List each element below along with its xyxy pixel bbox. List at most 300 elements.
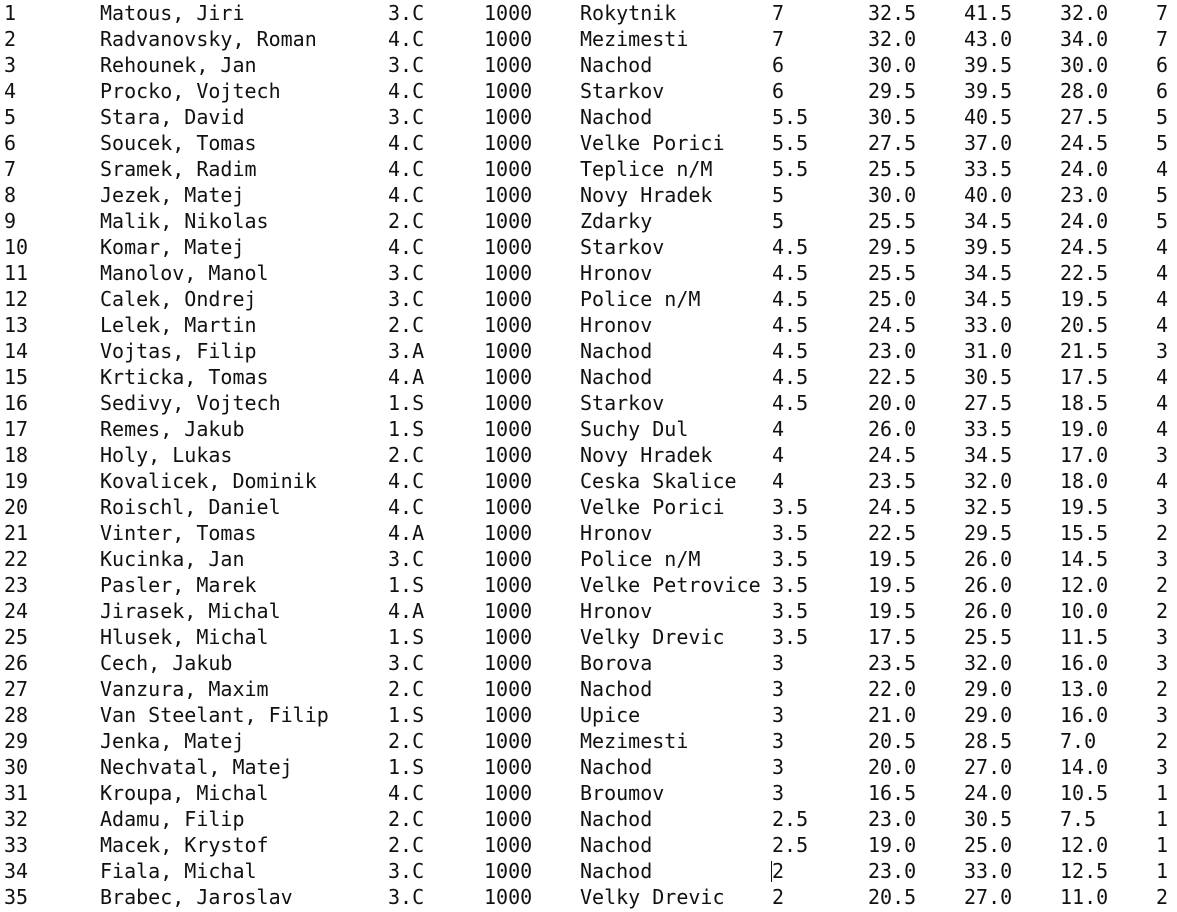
tiebreak-3-cell: 13.0 — [1060, 677, 1109, 701]
class-cell: 4.C — [388, 131, 425, 155]
tiebreak-2-cell: 34.5 — [964, 261, 1013, 285]
tiebreak-3-cell: 24.0 — [1060, 209, 1109, 233]
class-cell: 4.C — [388, 781, 425, 805]
club-cell: Nachod — [580, 859, 653, 883]
tiebreak-3-cell: 28.0 — [1060, 79, 1109, 103]
rating-cell: 1000 — [484, 833, 533, 857]
club-cell: Police n/M — [580, 547, 701, 571]
tiebreak-1-cell: 16.5 — [868, 781, 917, 805]
class-cell: 4.A — [388, 521, 425, 545]
tiebreak-1-cell: 27.5 — [868, 131, 917, 155]
tiebreak-2-cell: 34.5 — [964, 209, 1013, 233]
wins-cell: 3 — [1156, 651, 1169, 675]
tiebreak-1-cell: 23.5 — [868, 469, 917, 493]
points-cell: 5 — [772, 183, 785, 207]
wins-cell: 4 — [1156, 417, 1169, 441]
points-cell: 3.5 — [772, 547, 809, 571]
class-cell: 1.S — [388, 417, 425, 441]
tiebreak-3-cell: 11.0 — [1060, 885, 1109, 909]
club-cell: Broumov — [580, 781, 665, 805]
rating-cell: 1000 — [484, 781, 533, 805]
points-cell: 2.5 — [772, 807, 809, 831]
rank-cell: 4 — [4, 79, 17, 103]
wins-cell: 4 — [1156, 313, 1169, 337]
rating-cell: 1000 — [484, 79, 533, 103]
wins-cell: 4 — [1156, 391, 1169, 415]
rank-cell: 27 — [4, 677, 29, 701]
tiebreak-3-cell: 11.5 — [1060, 625, 1109, 649]
player-name-cell: Rehounek, Jan — [100, 53, 257, 77]
rank-cell: 19 — [4, 469, 29, 493]
club-cell: Police n/M — [580, 287, 701, 311]
rank-cell: 34 — [4, 859, 29, 883]
class-cell: 3.C — [388, 53, 425, 77]
wins-cell: 5 — [1156, 105, 1169, 129]
points-cell: 6 — [772, 79, 785, 103]
rating-cell: 1000 — [484, 391, 533, 415]
tiebreak-3-cell: 23.0 — [1060, 183, 1109, 207]
club-cell: Velke Porici — [580, 495, 725, 519]
club-cell: Velke Petrovice — [580, 573, 761, 597]
table-row — [0, 416, 1177, 442]
rating-cell: 1000 — [484, 443, 533, 467]
points-cell: 3 — [772, 677, 785, 701]
rating-cell: 1000 — [484, 131, 533, 155]
points-cell: 4.5 — [772, 391, 809, 415]
rank-cell: 13 — [4, 313, 29, 337]
player-name-cell: Van Steelant, Filip — [100, 703, 329, 727]
rank-cell: 9 — [4, 209, 17, 233]
club-cell: Hronov — [580, 261, 653, 285]
points-cell: 4.5 — [772, 287, 809, 311]
tiebreak-2-cell: 25.0 — [964, 833, 1013, 857]
tiebreak-2-cell: 41.5 — [964, 1, 1013, 25]
tiebreak-3-cell: 20.5 — [1060, 313, 1109, 337]
class-cell: 3.C — [388, 287, 425, 311]
rating-cell: 1000 — [484, 157, 533, 181]
tiebreak-1-cell: 25.0 — [868, 287, 917, 311]
rating-cell: 1000 — [484, 573, 533, 597]
rank-cell: 12 — [4, 287, 29, 311]
wins-cell: 1 — [1156, 833, 1169, 857]
table-row — [0, 702, 1177, 728]
tiebreak-1-cell: 20.5 — [868, 885, 917, 909]
rating-cell: 1000 — [484, 755, 533, 779]
tiebreak-1-cell: 29.5 — [868, 79, 917, 103]
tiebreak-1-cell: 25.5 — [868, 157, 917, 181]
class-cell: 4.A — [388, 599, 425, 623]
player-name-cell: Jezek, Matej — [100, 183, 245, 207]
rating-cell: 1000 — [484, 729, 533, 753]
club-cell: Nachod — [580, 365, 653, 389]
tiebreak-3-cell: 32.0 — [1060, 1, 1109, 25]
player-name-cell: Kovalicek, Dominik — [100, 469, 317, 493]
player-name-cell: Jenka, Matej — [100, 729, 245, 753]
tiebreak-1-cell: 21.0 — [868, 703, 917, 727]
points-cell: 2.5 — [772, 833, 809, 857]
tiebreak-1-cell: 19.5 — [868, 573, 917, 597]
tiebreak-3-cell: 34.0 — [1060, 27, 1109, 51]
rank-cell: 29 — [4, 729, 29, 753]
rank-cell: 2 — [4, 27, 17, 51]
tiebreak-2-cell: 33.0 — [964, 859, 1013, 883]
class-cell: 1.S — [388, 391, 425, 415]
table-row — [0, 286, 1177, 312]
class-cell: 2.C — [388, 677, 425, 701]
class-cell: 2.C — [388, 313, 425, 337]
wins-cell: 4 — [1156, 469, 1169, 493]
rating-cell: 1000 — [484, 183, 533, 207]
player-name-cell: Procko, Vojtech — [100, 79, 281, 103]
table-row — [0, 754, 1177, 780]
rating-cell: 1000 — [484, 495, 533, 519]
class-cell: 4.C — [388, 157, 425, 181]
rating-cell: 1000 — [484, 521, 533, 545]
rank-cell: 20 — [4, 495, 29, 519]
rating-cell: 1000 — [484, 339, 533, 363]
player-name-cell: Komar, Matej — [100, 235, 245, 259]
table-row — [0, 26, 1177, 52]
wins-cell: 4 — [1156, 235, 1169, 259]
tiebreak-3-cell: 16.0 — [1060, 703, 1109, 727]
class-cell: 3.C — [388, 885, 425, 909]
tiebreak-1-cell: 17.5 — [868, 625, 917, 649]
points-cell: 2 — [772, 885, 785, 909]
wins-cell: 1 — [1156, 859, 1169, 883]
tiebreak-2-cell: 40.0 — [964, 183, 1013, 207]
rating-cell: 1000 — [484, 417, 533, 441]
tiebreak-2-cell: 26.0 — [964, 573, 1013, 597]
wins-cell: 6 — [1156, 53, 1169, 77]
class-cell: 4.C — [388, 495, 425, 519]
class-cell: 1.S — [388, 755, 425, 779]
tiebreak-2-cell: 24.0 — [964, 781, 1013, 805]
table-row — [0, 520, 1177, 546]
club-cell: Starkov — [580, 235, 665, 259]
table-row — [0, 182, 1177, 208]
table-row — [0, 312, 1177, 338]
rating-cell: 1000 — [484, 469, 533, 493]
class-cell: 3.A — [388, 339, 425, 363]
club-cell: Nachod — [580, 833, 653, 857]
tiebreak-1-cell: 20.0 — [868, 391, 917, 415]
club-cell: Velky Drevic — [580, 885, 725, 909]
club-cell: Novy Hradek — [580, 443, 713, 467]
wins-cell: 5 — [1156, 131, 1169, 155]
table-row — [0, 468, 1177, 494]
rank-cell: 22 — [4, 547, 29, 571]
tiebreak-1-cell: 23.0 — [868, 339, 917, 363]
rank-cell: 1 — [4, 1, 17, 25]
player-name-cell: Sramek, Radim — [100, 157, 257, 181]
tiebreak-2-cell: 29.0 — [964, 677, 1013, 701]
rank-cell: 30 — [4, 755, 29, 779]
class-cell: 2.C — [388, 209, 425, 233]
rank-cell: 14 — [4, 339, 29, 363]
club-cell: Velke Porici — [580, 131, 725, 155]
player-name-cell: Cech, Jakub — [100, 651, 233, 675]
points-cell: 4 — [772, 443, 785, 467]
class-cell: 3.C — [388, 859, 425, 883]
points-cell: 3.5 — [772, 521, 809, 545]
tiebreak-1-cell: 30.5 — [868, 105, 917, 129]
tiebreak-1-cell: 30.0 — [868, 53, 917, 77]
class-cell: 1.S — [388, 703, 425, 727]
club-cell: Nachod — [580, 53, 653, 77]
tiebreak-2-cell: 25.5 — [964, 625, 1013, 649]
rank-cell: 28 — [4, 703, 29, 727]
tiebreak-3-cell: 24.0 — [1060, 157, 1109, 181]
wins-cell: 2 — [1156, 573, 1169, 597]
tiebreak-1-cell: 22.0 — [868, 677, 917, 701]
points-cell: 5.5 — [772, 105, 809, 129]
table-row — [0, 884, 1177, 910]
club-cell: Borova — [580, 651, 653, 675]
rank-cell: 32 — [4, 807, 29, 831]
tiebreak-1-cell: 24.5 — [868, 443, 917, 467]
wins-cell: 5 — [1156, 209, 1169, 233]
tiebreak-1-cell: 22.5 — [868, 521, 917, 545]
player-name-cell: Vojtas, Filip — [100, 339, 257, 363]
points-cell: 5 — [772, 209, 785, 233]
tiebreak-3-cell: 12.0 — [1060, 573, 1109, 597]
rating-cell: 1000 — [484, 27, 533, 51]
rank-cell: 3 — [4, 53, 17, 77]
club-cell: Nachod — [580, 807, 653, 831]
player-name-cell: Kucinka, Jan — [100, 547, 245, 571]
tiebreak-3-cell: 18.5 — [1060, 391, 1109, 415]
rank-cell: 17 — [4, 417, 29, 441]
tiebreak-3-cell: 19.5 — [1060, 495, 1109, 519]
tiebreak-1-cell: 24.5 — [868, 495, 917, 519]
tiebreak-3-cell: 19.5 — [1060, 287, 1109, 311]
tiebreak-1-cell: 25.5 — [868, 209, 917, 233]
class-cell: 2.C — [388, 729, 425, 753]
rating-cell: 1000 — [484, 235, 533, 259]
wins-cell: 2 — [1156, 677, 1169, 701]
rating-cell: 1000 — [484, 703, 533, 727]
tiebreak-1-cell: 30.0 — [868, 183, 917, 207]
tiebreak-3-cell: 27.5 — [1060, 105, 1109, 129]
table-row — [0, 728, 1177, 754]
class-cell: 4.C — [388, 79, 425, 103]
player-name-cell: Lelek, Martin — [100, 313, 257, 337]
points-cell: 3 — [772, 755, 785, 779]
tiebreak-3-cell: 14.0 — [1060, 755, 1109, 779]
class-cell: 4.C — [388, 469, 425, 493]
tiebreak-2-cell: 34.5 — [964, 443, 1013, 467]
rank-cell: 23 — [4, 573, 29, 597]
tiebreak-3-cell: 24.5 — [1060, 131, 1109, 155]
rating-cell: 1000 — [484, 859, 533, 883]
tiebreak-3-cell: 17.5 — [1060, 365, 1109, 389]
table-row — [0, 546, 1177, 572]
wins-cell: 5 — [1156, 183, 1169, 207]
player-name-cell: Pasler, Marek — [100, 573, 257, 597]
class-cell: 1.S — [388, 625, 425, 649]
class-cell: 3.C — [388, 261, 425, 285]
tiebreak-2-cell: 28.5 — [964, 729, 1013, 753]
tiebreak-3-cell: 16.0 — [1060, 651, 1109, 675]
rating-cell: 1000 — [484, 625, 533, 649]
points-cell: 4 — [772, 469, 785, 493]
club-cell: Mezimesti — [580, 729, 689, 753]
points-cell: 4.5 — [772, 235, 809, 259]
table-row — [0, 104, 1177, 130]
tiebreak-3-cell: 10.0 — [1060, 599, 1109, 623]
tiebreak-3-cell: 10.5 — [1060, 781, 1109, 805]
club-cell: Teplice n/M — [580, 157, 713, 181]
club-cell: Upice — [580, 703, 641, 727]
tiebreak-2-cell: 34.5 — [964, 287, 1013, 311]
rank-cell: 24 — [4, 599, 29, 623]
class-cell: 4.C — [388, 183, 425, 207]
points-cell: 2 — [772, 859, 785, 883]
player-name-cell: Vanzura, Maxim — [100, 677, 269, 701]
table-row — [0, 208, 1177, 234]
text-cursor — [771, 861, 772, 882]
table-row — [0, 858, 1177, 884]
rating-cell: 1000 — [484, 209, 533, 233]
player-name-cell: Matous, Jiri — [100, 1, 245, 25]
club-cell: Starkov — [580, 391, 665, 415]
rating-cell: 1000 — [484, 807, 533, 831]
table-row — [0, 234, 1177, 260]
tiebreak-3-cell: 19.0 — [1060, 417, 1109, 441]
club-cell: Starkov — [580, 79, 665, 103]
points-cell: 5.5 — [772, 157, 809, 181]
points-cell: 3 — [772, 729, 785, 753]
tiebreak-3-cell: 22.5 — [1060, 261, 1109, 285]
table-row — [0, 676, 1177, 702]
tiebreak-1-cell: 32.0 — [868, 27, 917, 51]
rank-cell: 18 — [4, 443, 29, 467]
tiebreak-2-cell: 33.5 — [964, 417, 1013, 441]
club-cell: Hronov — [580, 521, 653, 545]
player-name-cell: Adamu, Filip — [100, 807, 245, 831]
wins-cell: 3 — [1156, 755, 1169, 779]
player-name-cell: Calek, Ondrej — [100, 287, 257, 311]
class-cell: 4.A — [388, 365, 425, 389]
club-cell: Suchy Dul — [580, 417, 689, 441]
tiebreak-2-cell: 31.0 — [964, 339, 1013, 363]
table-row — [0, 598, 1177, 624]
rating-cell: 1000 — [484, 313, 533, 337]
points-cell: 4.5 — [772, 261, 809, 285]
points-cell: 4.5 — [772, 339, 809, 363]
table-row — [0, 260, 1177, 286]
table-row — [0, 338, 1177, 364]
tiebreak-3-cell: 18.0 — [1060, 469, 1109, 493]
rating-cell: 1000 — [484, 1, 533, 25]
tiebreak-2-cell: 27.0 — [964, 755, 1013, 779]
player-name-cell: Nechvatal, Matej — [100, 755, 293, 779]
tiebreak-1-cell: 22.5 — [868, 365, 917, 389]
club-cell: Rokytnik — [580, 1, 677, 25]
table-row — [0, 442, 1177, 468]
tiebreak-3-cell: 21.5 — [1060, 339, 1109, 363]
wins-cell: 4 — [1156, 157, 1169, 181]
rating-cell: 1000 — [484, 599, 533, 623]
tiebreak-2-cell: 32.0 — [964, 651, 1013, 675]
player-name-cell: Soucek, Tomas — [100, 131, 257, 155]
rating-cell: 1000 — [484, 677, 533, 701]
player-name-cell: Hlusek, Michal — [100, 625, 269, 649]
player-name-cell: Malik, Nikolas — [100, 209, 269, 233]
tiebreak-1-cell: 20.5 — [868, 729, 917, 753]
tiebreak-3-cell: 12.0 — [1060, 833, 1109, 857]
wins-cell: 7 — [1156, 1, 1169, 25]
points-cell: 3 — [772, 781, 785, 805]
tiebreak-1-cell: 23.0 — [868, 807, 917, 831]
tiebreak-2-cell: 43.0 — [964, 27, 1013, 51]
club-cell: Nachod — [580, 339, 653, 363]
wins-cell: 3 — [1156, 495, 1169, 519]
rank-cell: 6 — [4, 131, 17, 155]
tiebreak-2-cell: 26.0 — [964, 599, 1013, 623]
points-cell: 3.5 — [772, 495, 809, 519]
wins-cell: 4 — [1156, 365, 1169, 389]
tiebreak-2-cell: 33.0 — [964, 313, 1013, 337]
table-row — [0, 780, 1177, 806]
tiebreak-1-cell: 19.5 — [868, 599, 917, 623]
tiebreak-1-cell: 24.5 — [868, 313, 917, 337]
points-cell: 3.5 — [772, 625, 809, 649]
player-name-cell: Stara, David — [100, 105, 245, 129]
tiebreak-1-cell: 29.5 — [868, 235, 917, 259]
table-row — [0, 390, 1177, 416]
tiebreak-3-cell: 7.0 — [1060, 729, 1097, 753]
table-row — [0, 806, 1177, 832]
table-row — [0, 572, 1177, 598]
tiebreak-1-cell: 26.0 — [868, 417, 917, 441]
points-cell: 4 — [772, 417, 785, 441]
rank-cell: 11 — [4, 261, 29, 285]
player-name-cell: Radvanovsky, Roman — [100, 27, 317, 51]
tiebreak-2-cell: 32.5 — [964, 495, 1013, 519]
class-cell: 4.C — [388, 235, 425, 259]
rank-cell: 35 — [4, 885, 29, 909]
wins-cell: 2 — [1156, 521, 1169, 545]
player-name-cell: Vinter, Tomas — [100, 521, 257, 545]
wins-cell: 2 — [1156, 729, 1169, 753]
club-cell: Novy Hradek — [580, 183, 713, 207]
club-cell: Zdarky — [580, 209, 653, 233]
tiebreak-3-cell: 14.5 — [1060, 547, 1109, 571]
wins-cell: 2 — [1156, 599, 1169, 623]
table-row — [0, 52, 1177, 78]
tiebreak-2-cell: 30.5 — [964, 365, 1013, 389]
wins-cell: 4 — [1156, 287, 1169, 311]
tiebreak-1-cell: 23.0 — [868, 859, 917, 883]
points-cell: 7 — [772, 27, 785, 51]
player-name-cell: Brabec, Jaroslav — [100, 885, 293, 909]
tiebreak-3-cell: 30.0 — [1060, 53, 1109, 77]
table-row — [0, 130, 1177, 156]
rank-cell: 5 — [4, 105, 17, 129]
tiebreak-3-cell: 15.5 — [1060, 521, 1109, 545]
tiebreak-1-cell: 32.5 — [868, 1, 917, 25]
class-cell: 2.C — [388, 807, 425, 831]
rank-cell: 33 — [4, 833, 29, 857]
rank-cell: 21 — [4, 521, 29, 545]
wins-cell: 4 — [1156, 261, 1169, 285]
rank-cell: 31 — [4, 781, 29, 805]
tiebreak-3-cell: 7.5 — [1060, 807, 1097, 831]
player-name-cell: Roischl, Daniel — [100, 495, 281, 519]
table-row — [0, 494, 1177, 520]
player-name-cell: Manolov, Manol — [100, 261, 269, 285]
